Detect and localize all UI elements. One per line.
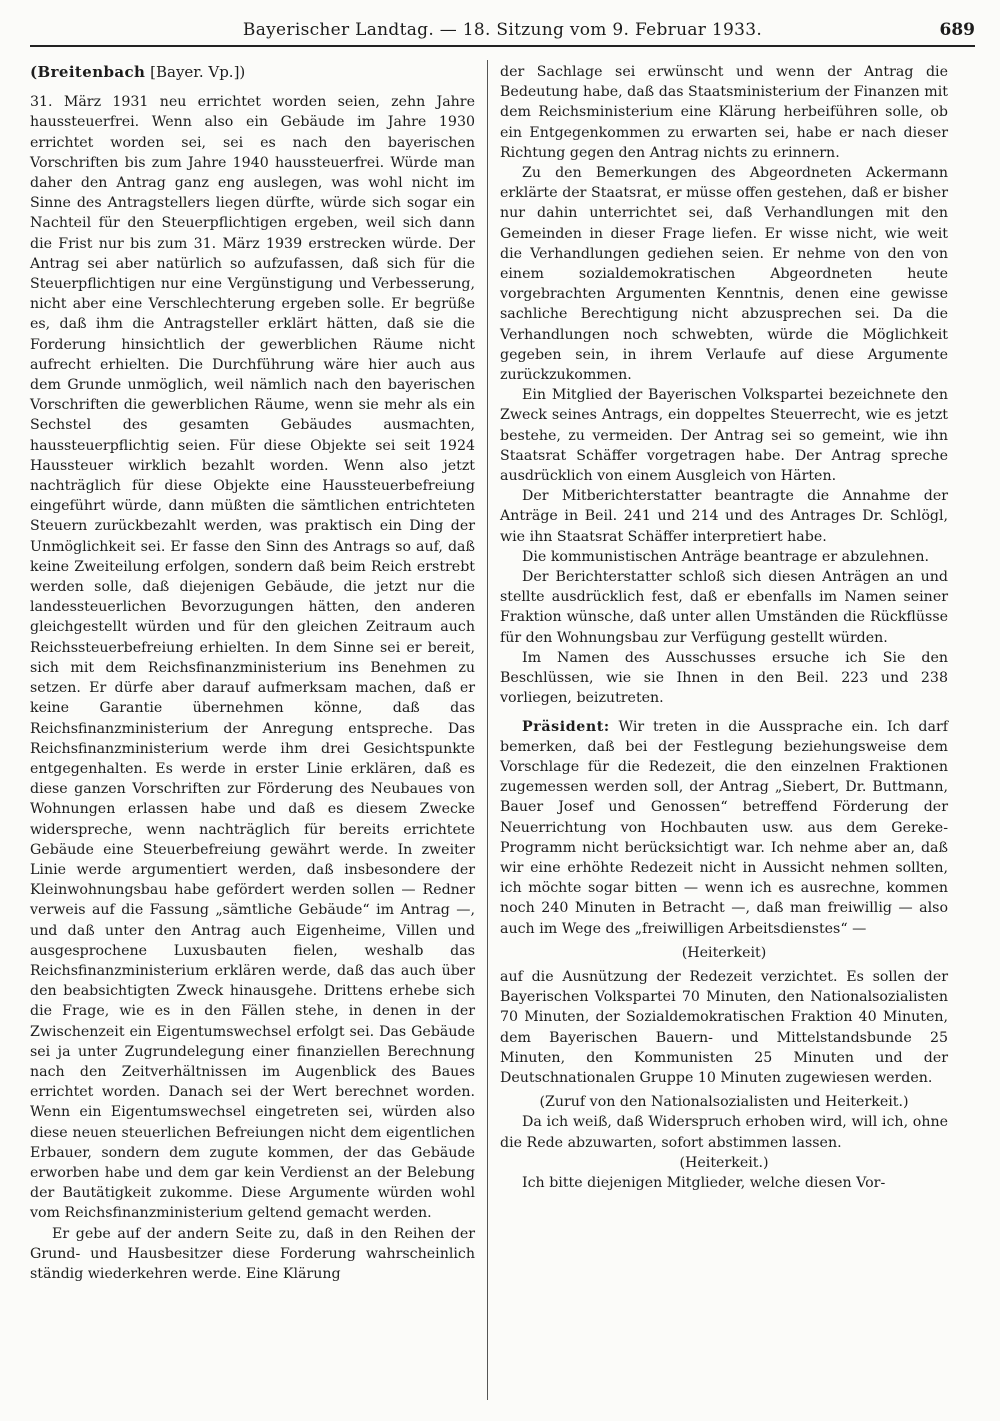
paragraph: Ich bitte diejenigen Mitglieder, welche diesen Vor-	[522, 1174, 886, 1191]
paragraph: Ein Mitglied der Bayerischen Volkspartei bezeichnete den Zweck seines Antrags, ein doppeltes Steuerrecht, wie es jetzt bestehe, zu vermeiden. Der Antrag sei so gemeint, wie ihn Staatsrat Schäffer vorgetragen habe. Der Antrag spreche ausdrücklich von einem Ausgleich von Härten.	[500, 387, 948, 485]
paragraph: Zu den Bemerkungen des Abgeordneten Ackermann erklärte der Staatsrat, er müsse offen gestehen, daß er bisher nur dahin unterrichtet sei, daß Verhandlungen mit den Gemeinden in dieser Frage liefen. Er wisse nicht, wie weit die Verhandlungen gediehen seien. Er nehme von den von einem sozialdemokratischen Abgeordneten heute vorgebrachten Argumenten Kenntnis, denen eine gewisse sachliche Berechtigung nicht abzusprechen sei. Da die Verhandlungen noch schwebten, würde die Möglichkeit gegeben sein, in ihrem Verlaufe auf diese Argumente zurückzukommen.	[500, 165, 948, 384]
interjection: (Heiterkeit)	[681, 944, 767, 961]
speaker-heading	[30, 62, 475, 82]
page-number: 689	[939, 20, 975, 40]
paragraph: auf die Ausnützung der Redezeit verzichtet. Es sollen der Bayerischen Volkspartei 70 Minuten, den Nationalsozialisten 70 Minuten, der Sozialdemokratischen Fraktion 40 Minuten, dem Bayerischen Bauern- und Mittelstandsbunde 25 Minuten, den Kommunisten 25 Minuten und der Deutschnationalen Gruppe 10 Minuten zugewiesen werden.	[500, 968, 948, 1086]
paragraph: Er gebe auf der andern Seite zu, daß in den Reihen der Grund- und Hausbesitzer diese Forderung wahrscheinlich ständig wiederkehren werde. Eine Klärung	[30, 1225, 475, 1282]
running-title: Bayerischer Landtag. — 18. Sitzung vom 9. Februar 1933.	[242, 20, 763, 40]
paragraph: Da ich weiß, daß Widerspruch erhoben wird, will ich, ohne die Rede abzuwarten, sofort abstimmen lassen.	[500, 1114, 948, 1151]
paragraph: 31. März 1931 neu errichtet worden seien, zehn Jahre haussteuerfrei. Wenn also ein Gebäude im Jahre 1930 errichtet worden sei, sei es nach den bayerischen Vorschriften bis zum Jahre 1940 haussteuerfrei. Würde man daher den Antrag ganz eng auslegen, was wohl nicht im Sinne des Antragstellers liegen dürfte, würde sich sogar ein Nachteil für den Steuerpflichtigen ergeben, weil sich dann die Frist nur bis zum 31. März 1939 erstrecken würde. Der Antrag sei aber natürlich so aufzufassen, daß sich für die Steuerpflichtigen nur eine Vergünstigung und Verbesserung, nicht aber eine Verschlechterung ergeben solle. Er begrüße es, daß ihm die Antragsteller erklärt hätten, daß sie die Forderung hinsichtlich der gewerblichen Räume nicht aufrecht erhielten. Die Durchführung wäre hier auch aus dem Grunde unmöglich, weil nämlich nach den bayerischen Vorschriften die gewerblichen Räume, wenn sie mehr als ein Sechstel des gesamten Gebäudes ausmachten, haussteuerpflichtig seien. Für diese Objekte sei seit 1924 Haussteuer wirklich bezahlt worden. Wenn also jetzt nachträglich für diese Objekte eine Haussteuerbefreiung eingeführt würde, dann müßten die sämtlichen entrichteten Steuern zurückbezahlt werden, was praktisch ein Ding der Unmöglichkeit sei. Er fasse den Sinn des Antrags so auf, daß keine Zweiteilung erfolgen, sondern daß beim Reich erstrebt werden solle, daß diejenigen Gebäude, die jetzt nur die landessteuerlichen Bevorzugungen hätten, den anderen gleichgestellt würden und für den gleichen Zeitraum auch Reichssteuerbefreiung erhielten. In dem Sinne sei er bereit, sich mit dem Reichsfinanzministerium ins Benehmen zu setzen. Er dürfe aber darauf aufmerksam machen, daß er keine Garantie übernehmen könne, daß das Reichsfinanzministerium der Anregung entspreche. Das Reichsfinanzministerium werde ihm drei Gesichtspunkte entgegenhalten. Es werde in erster Linie erklären, daß es diese ganzen Vorschriften zur Förderung des Neubaues von Wohnungen erlassen habe und daß es diesem Zwecke widerspreche, wenn nachträglich für bereits errichtete Gebäude eine Steuerbefreiung gewährt werde. In zweiter Linie werde argumentiert werden, daß insbesondere der Kleinwohnungsbau habe gefördert werden sollen — Redner verweis auf die Fassung „sämtliche Gebäude“ im Antrag —, und daß unter den Antrag auch Eigenheime, Villen und ausgesprochene Luxusbauten fielen, weshalb das Reichsfinanzministerium erklären werde, daß das auch über den beabsichtigten Zweck hinausgehe. Drittens erhebe sich die Frage, wie es in den Fällen stehe, in denen in der Zwischenzeit ein Eigentumswechsel erfolgt sei. Das Gebäude sei ja unter Zugrundelegung einer finanziellen Berechnung nach den Zeitverhältnissen im Augenblick des Baues errichtet worden. Danach sei der Wert berechnet worden. Wenn ein Eigentumswechsel eingetreten sei, würden also diese neuen steuerlichen Befreiungen nicht dem eigentlichen Erbauer, sondern dem zugute kommen, der das Gebäude erworben habe und dem gar kein Verdienst an der Belebung der Bautätigkeit zukomme. Diese Argumente würden wohl vom Reichsfinanzministerium geltend gemacht werden.	[30, 94, 475, 1222]
interjection: (Heiterkeit.)	[679, 1154, 769, 1171]
paragraph: Der Mitberichterstatter beantragte die Annahme der Anträge in Beil. 241 und 214 und des Antrages Dr. Schlögl, wie ihn Staatsrat Schäffer interpretiert habe.	[500, 488, 948, 545]
header-rule	[30, 45, 975, 47]
left-column	[30, 62, 475, 1284]
paragraph: Die kommunistischen Anträge beantrage er abzulehnen.	[522, 548, 930, 565]
spacer	[500, 709, 948, 717]
president-text: Wir treten in die Aussprache ein. Ich darf bemerken, daß bei der Festlegung beziehungsweise dem Vorschlage für die Redezeit, die den einzelnen Fraktionen zugemessen werden soll, der Antrag „Siebert, Dr. Buttmann, Bauer Josef und Genossen“ betreffend Förderung der Neuerrichtung von Hochbauten usw. aus dem Gereke-Programm nicht berücksichtigt war. Ich nehme aber an, daß wir eine erhöhte Redezeit nicht in Aussicht nehmen sollten, ich möchte sogar bitten — wenn ich es ausrechne, kommen noch 240 Minuten in Betracht —, daß man freiwillig — also auch im Wege des „freiwilligen Arbeitsdienstes“ —	[500, 718, 948, 937]
right-column	[500, 62, 948, 1193]
page-header	[30, 14, 975, 46]
president-label: Präsident:	[522, 718, 610, 735]
paragraph: der Sachlage sei erwünscht und wenn der Antrag die Bedeutung habe, daß das Staatsministerium der Finanzen mit dem Reichsministerium eine Klärung herbeiführen solle, ob ein Entgegenkommen zu erwarten sei, habe er nach dieser Richtung gegen den Antrag nichts zu erinnern.	[500, 64, 948, 161]
column-divider	[487, 60, 488, 1400]
speaker-name: (Breitenbach	[30, 63, 146, 81]
paragraph: Im Namen des Ausschusses ersuche ich Sie den Beschlüssen, wie sie Ihnen in den Beil. 223 und 238 vorliegen, beizutreten.	[500, 649, 948, 707]
interjection: (Zuruf von den Nationalsozialisten und Heiterkeit.)	[539, 1094, 909, 1111]
speaker-party: [Bayer. Vp.])	[150, 63, 246, 81]
president-paragraph	[500, 717, 948, 939]
paragraph: Der Berichterstatter schloß sich diesen Anträgen an und stellte ausdrücklich fest, daß er ebenfalls im Namen seiner Fraktion wünsche, daß unter allen Umständen die Rückflüsse für den Wohnungsbau zur Verfügung gestellt würden.	[500, 569, 948, 646]
